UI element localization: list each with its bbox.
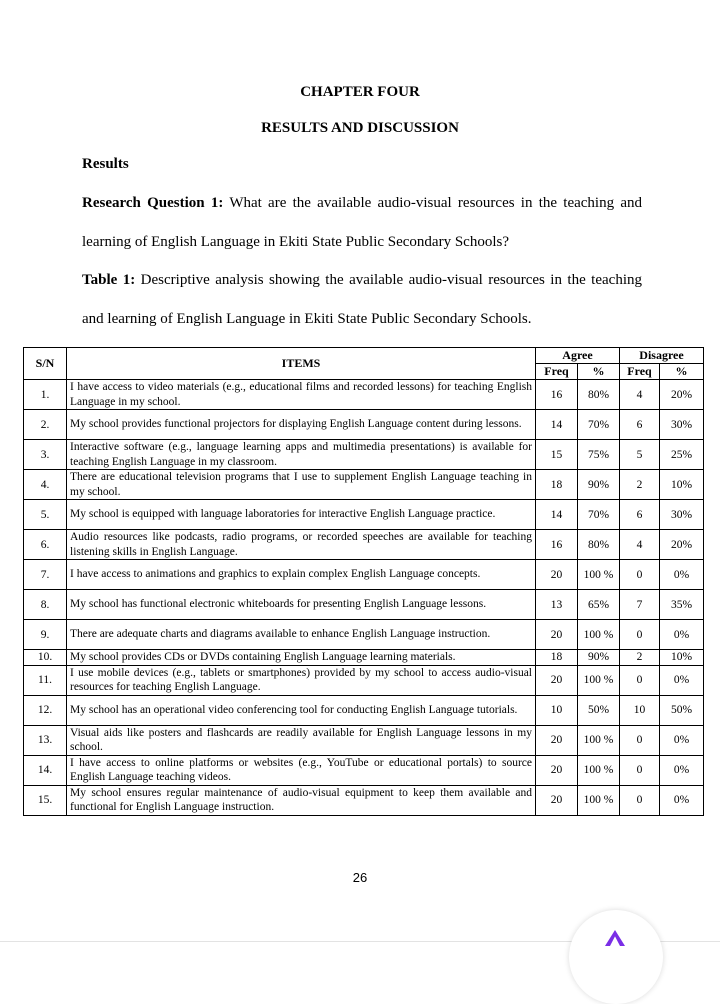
row-disagree-freq: 0 xyxy=(620,725,660,755)
table-body xyxy=(24,380,704,816)
row-agree-freq: 20 xyxy=(536,620,578,650)
row-disagree-freq: 0 xyxy=(620,665,660,695)
row-disagree-freq: 4 xyxy=(620,530,660,560)
table-caption-text: Descriptive analysis showing the available audio-visual resources in the teaching and learning of English Language in Ekiti State Public Secondary Schools. xyxy=(82,272,642,327)
row-agree-pct: 75% xyxy=(578,440,620,470)
row-item: Interactive software (e.g., language learning apps and multimedia presentations) is available for teaching English Language in my classroom. xyxy=(67,440,536,470)
row-agree-pct: 100 % xyxy=(578,560,620,590)
results-table xyxy=(23,347,704,816)
row-item: Visual aids like posters and flashcards are readily available for English Language lessons in my school. xyxy=(67,725,536,755)
row-disagree-freq: 7 xyxy=(620,590,660,620)
row-agree-pct: 100 % xyxy=(578,620,620,650)
table-row xyxy=(24,380,704,410)
table-row xyxy=(24,410,704,440)
app-logo[interactable] xyxy=(569,910,663,1004)
row-agree-pct: 100 % xyxy=(578,725,620,755)
row-item: My school has an operational video conferencing tool for conducting English Language tutorials. xyxy=(67,695,536,725)
row-agree-freq: 14 xyxy=(536,410,578,440)
table-row xyxy=(24,665,704,695)
row-disagree-freq: 6 xyxy=(620,500,660,530)
row-disagree-pct: 25% xyxy=(660,440,704,470)
row-disagree-freq: 2 xyxy=(620,650,660,666)
row-sn: 10. xyxy=(24,650,67,666)
table-row xyxy=(24,785,704,815)
table-row xyxy=(24,500,704,530)
row-item: Audio resources like podcasts, radio programs, or recorded speeches are available for teaching listening skills in English Language. xyxy=(67,530,536,560)
row-agree-freq: 20 xyxy=(536,755,578,785)
row-sn: 8. xyxy=(24,590,67,620)
table-row xyxy=(24,725,704,755)
row-disagree-pct: 0% xyxy=(660,755,704,785)
row-item: I have access to online platforms or websites (e.g., YouTube or educational portals) to source English Language teaching videos. xyxy=(67,755,536,785)
table-row xyxy=(24,620,704,650)
header-disagree-pct: % xyxy=(660,364,704,380)
row-agree-pct: 65% xyxy=(578,590,620,620)
row-disagree-pct: 0% xyxy=(660,725,704,755)
row-item: My school provides functional projectors for displaying English Language content during lessons. xyxy=(67,410,536,440)
row-item: I use mobile devices (e.g., tablets or smartphones) provided by my school to access audio-visual resources for teaching English Language. xyxy=(67,665,536,695)
row-sn: 7. xyxy=(24,560,67,590)
table-row xyxy=(24,470,704,500)
row-disagree-pct: 10% xyxy=(660,470,704,500)
row-item: There are adequate charts and diagrams available to enhance English Language instruction. xyxy=(67,620,536,650)
row-agree-freq: 18 xyxy=(536,650,578,666)
row-sn: 15. xyxy=(24,785,67,815)
header-agree-freq: Freq xyxy=(536,364,578,380)
row-agree-freq: 20 xyxy=(536,785,578,815)
row-disagree-pct: 0% xyxy=(660,560,704,590)
header-agree: Agree xyxy=(536,348,620,364)
row-disagree-freq: 0 xyxy=(620,785,660,815)
row-agree-freq: 16 xyxy=(536,530,578,560)
table-row xyxy=(24,440,704,470)
row-disagree-pct: 30% xyxy=(660,500,704,530)
row-disagree-pct: 0% xyxy=(660,620,704,650)
table-row xyxy=(24,530,704,560)
row-disagree-freq: 0 xyxy=(620,560,660,590)
row-sn: 4. xyxy=(24,470,67,500)
row-agree-pct: 80% xyxy=(578,530,620,560)
row-sn: 3. xyxy=(24,440,67,470)
row-disagree-pct: 20% xyxy=(660,380,704,410)
row-item: My school is equipped with language laboratories for interactive English Language practice. xyxy=(67,500,536,530)
row-sn: 11. xyxy=(24,665,67,695)
research-question-text: What are the available audio-visual resources in the teaching and learning of English Language in Ekiti State Public Secondary Schools? xyxy=(82,195,642,250)
table-row xyxy=(24,590,704,620)
row-disagree-freq: 0 xyxy=(620,755,660,785)
header-sn: S/N xyxy=(24,348,67,380)
chapter-title: CHAPTER FOUR xyxy=(300,84,420,100)
row-agree-pct: 50% xyxy=(578,695,620,725)
row-sn: 5. xyxy=(24,500,67,530)
row-disagree-pct: 35% xyxy=(660,590,704,620)
page-number: 26 xyxy=(352,870,368,885)
row-agree-freq: 15 xyxy=(536,440,578,470)
row-sn: 9. xyxy=(24,620,67,650)
research-question xyxy=(82,184,642,261)
table-row xyxy=(24,755,704,785)
row-disagree-freq: 6 xyxy=(620,410,660,440)
row-disagree-freq: 0 xyxy=(620,620,660,650)
row-agree-pct: 90% xyxy=(578,650,620,666)
row-agree-freq: 20 xyxy=(536,665,578,695)
row-disagree-freq: 10 xyxy=(620,695,660,725)
table-row xyxy=(24,560,704,590)
row-disagree-pct: 50% xyxy=(660,695,704,725)
row-agree-pct: 80% xyxy=(578,380,620,410)
row-agree-pct: 70% xyxy=(578,500,620,530)
header-agree-pct: % xyxy=(578,364,620,380)
row-agree-pct: 100 % xyxy=(578,785,620,815)
table-caption-label: Table 1: xyxy=(82,272,136,288)
row-sn: 14. xyxy=(24,755,67,785)
section-title: RESULTS AND DISCUSSION xyxy=(261,120,459,136)
row-disagree-pct: 0% xyxy=(660,665,704,695)
results-heading: Results xyxy=(82,156,129,172)
row-item: There are educational television programs that I use to supplement English Language teaching in my school. xyxy=(67,470,536,500)
row-agree-freq: 20 xyxy=(536,560,578,590)
table-caption xyxy=(82,261,642,338)
row-sn: 2. xyxy=(24,410,67,440)
row-agree-pct: 70% xyxy=(578,410,620,440)
row-sn: 12. xyxy=(24,695,67,725)
row-item: My school ensures regular maintenance of audio-visual equipment to keep them available and functional for English Language instruction. xyxy=(67,785,536,815)
research-question-label: Research Question 1: xyxy=(82,195,224,211)
logo-icon xyxy=(605,930,625,946)
header-disagree-freq: Freq xyxy=(620,364,660,380)
row-disagree-freq: 2 xyxy=(620,470,660,500)
row-disagree-freq: 4 xyxy=(620,380,660,410)
row-item: I have access to video materials (e.g., educational films and recorded lessons) for teaching English Language in my school. xyxy=(67,380,536,410)
row-agree-pct: 100 % xyxy=(578,755,620,785)
table-row xyxy=(24,695,704,725)
row-item: My school provides CDs or DVDs containing English Language learning materials. xyxy=(67,650,536,666)
row-disagree-pct: 0% xyxy=(660,785,704,815)
row-sn: 13. xyxy=(24,725,67,755)
row-disagree-pct: 30% xyxy=(660,410,704,440)
row-item: My school has functional electronic whiteboards for presenting English Language lessons. xyxy=(67,590,536,620)
header-disagree: Disagree xyxy=(620,348,704,364)
row-sn: 6. xyxy=(24,530,67,560)
row-agree-freq: 18 xyxy=(536,470,578,500)
row-agree-pct: 100 % xyxy=(578,665,620,695)
row-item: I have access to animations and graphics to explain complex English Language concepts. xyxy=(67,560,536,590)
header-items: ITEMS xyxy=(67,348,536,380)
row-agree-freq: 10 xyxy=(536,695,578,725)
row-agree-freq: 16 xyxy=(536,380,578,410)
row-agree-pct: 90% xyxy=(578,470,620,500)
row-disagree-pct: 20% xyxy=(660,530,704,560)
row-disagree-pct: 10% xyxy=(660,650,704,666)
row-sn: 1. xyxy=(24,380,67,410)
row-agree-freq: 20 xyxy=(536,725,578,755)
row-disagree-freq: 5 xyxy=(620,440,660,470)
row-agree-freq: 14 xyxy=(536,500,578,530)
table-row xyxy=(24,650,704,666)
row-agree-freq: 13 xyxy=(536,590,578,620)
